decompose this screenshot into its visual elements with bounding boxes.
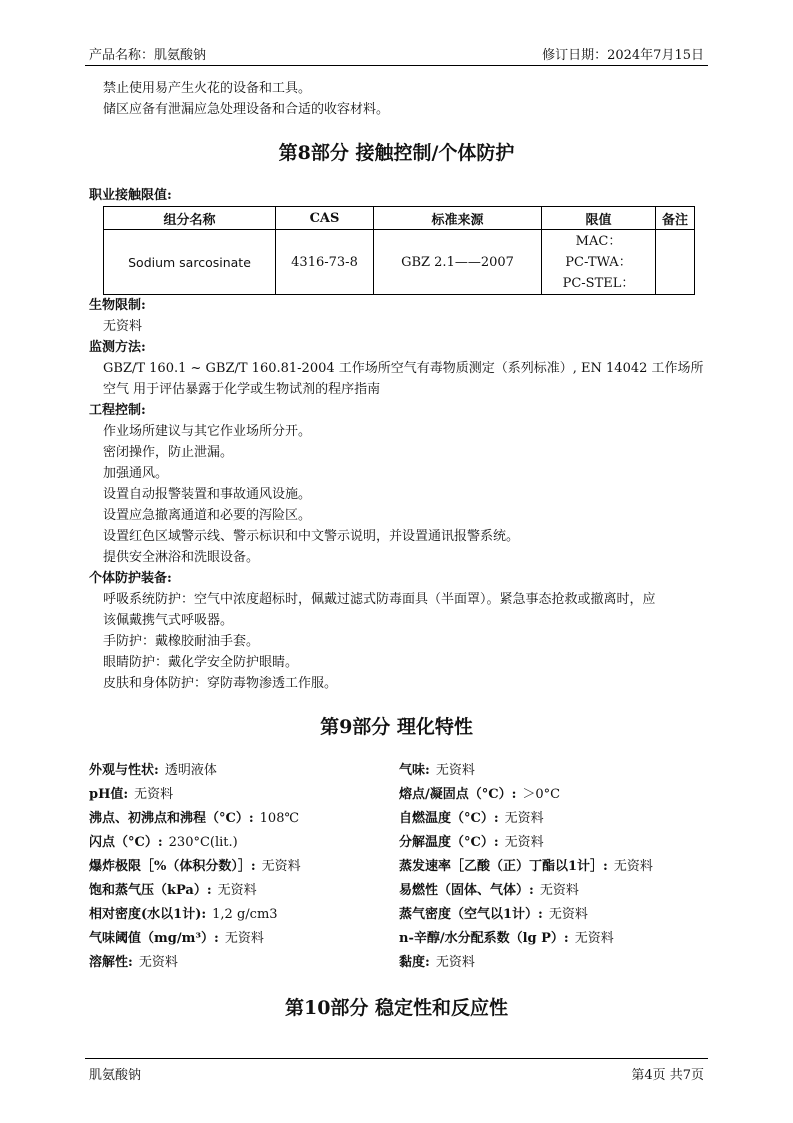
property-value: 230°C(lit.)	[168, 835, 238, 850]
footer-page-number: 第4页 共7页	[631, 1068, 704, 1083]
property-value: 无资料	[261, 859, 301, 874]
property-value: 1,2 g/cm3	[212, 907, 278, 922]
ppe-label: 个体防护装备:	[89, 571, 172, 586]
ppe-line: 手防护：戴橡胶耐油手套。	[103, 634, 260, 649]
footer-divider	[85, 1058, 708, 1059]
property-label: 自燃温度（°C）:	[399, 811, 499, 826]
document-body	[89, 78, 704, 1020]
property-label: 相对密度(水以1计):	[89, 907, 207, 922]
property-value: 无资料	[138, 955, 178, 970]
ppe-line: 呼吸系统防护：空气中浓度超标时，佩戴过滤式防毒面具（半面罩）。紧急事态抢救或撤离时，应	[103, 592, 656, 607]
property-item	[89, 927, 399, 951]
monitoring-line: GBZ/T 160.1 ~ GBZ/T 160.81-2004 工作场所空气有毒物质测定（系列标准）, EN 14042 工作场所	[103, 361, 704, 376]
property-label: 分解温度（°C）:	[399, 835, 499, 850]
table-row	[104, 230, 695, 295]
bio-limits-text: 无资料	[103, 319, 143, 334]
header-revision-date: 修订日期：2024年7月15日	[542, 48, 704, 63]
property-item	[89, 855, 399, 879]
exposure-limits-table	[103, 206, 695, 295]
cell-source: GBZ 2.1——2007	[374, 230, 542, 295]
property-item	[399, 831, 704, 855]
property-value: ＞0°C	[522, 787, 561, 802]
engineering-line: 作业场所建议与其它作业场所分开。	[103, 424, 312, 439]
property-value: 无资料	[435, 763, 475, 778]
property-item	[399, 927, 704, 951]
property-label: 溶解性:	[89, 955, 133, 970]
ppe-line: 眼睛防护：戴化学安全防护眼睛。	[103, 655, 299, 670]
monitoring-line: 空气 用于评估暴露于化学或生物试剂的程序指南	[103, 382, 381, 397]
section-9-title: 第9部分 理化特性	[320, 716, 473, 738]
property-item	[89, 783, 399, 807]
properties-grid	[89, 759, 704, 975]
property-item	[89, 903, 399, 927]
limit-pc-stel: PC-STEL：	[562, 275, 635, 291]
limit-mac: MAC：	[575, 233, 622, 249]
engineering-line: 加强通风。	[103, 466, 169, 481]
cell-limits	[542, 230, 656, 295]
property-label: 外观与性状:	[89, 763, 159, 778]
property-label: 沸点、初沸点和沸程（°C）:	[89, 811, 254, 826]
property-value: 108℃	[259, 811, 300, 826]
exposure-limits-label: 职业接触限值:	[89, 188, 172, 203]
property-item	[89, 951, 399, 975]
property-item	[89, 831, 399, 855]
cell-component-name: Sodium sarcosinate	[104, 230, 276, 295]
header-product-name: 产品名称：肌氨酸钠	[89, 48, 207, 63]
property-value: 无资料	[539, 883, 579, 898]
property-value: 无资料	[613, 859, 653, 874]
section-8-title: 第8部分 接触控制/个体防护	[278, 142, 515, 164]
property-item	[89, 879, 399, 903]
property-label: 爆炸极限［%（体积分数）］:	[89, 859, 256, 874]
property-value: 无资料	[435, 955, 475, 970]
property-label: 气味阈值（mg/m³）:	[89, 931, 219, 946]
engineering-line: 密闭操作，防止泄漏。	[103, 445, 234, 460]
property-item	[399, 759, 704, 783]
table-header-row	[104, 207, 695, 230]
col-header-remark: 备注	[656, 207, 695, 230]
property-item	[399, 807, 704, 831]
engineering-line: 设置红色区域警示线、警示标识和中文警示说明，并设置通讯报警系统。	[103, 529, 520, 544]
ppe-line: 皮肤和身体防护：穿防毒物渗透工作服。	[103, 676, 338, 691]
page-header	[89, 44, 704, 64]
col-header-component: 组分名称	[104, 207, 276, 230]
property-label: 熔点/凝固点（°C）:	[399, 787, 517, 802]
engineering-line: 设置应急撤离通道和必要的泻险区。	[103, 508, 312, 523]
monitoring-label: 监测方法:	[89, 340, 146, 355]
col-header-cas: CAS	[276, 207, 374, 230]
engineering-line: 设置自动报警装置和事故通风设施。	[103, 487, 312, 502]
property-item	[399, 855, 704, 879]
property-label: 气味:	[399, 763, 430, 778]
property-item	[89, 807, 399, 831]
limit-pc-twa: PC-TWA：	[565, 254, 632, 270]
col-header-limit: 限值	[542, 207, 656, 230]
property-value: 无资料	[548, 907, 588, 922]
cell-cas: 4316-73-8	[276, 230, 374, 295]
property-item	[399, 783, 704, 807]
footer-product-name: 肌氨酸钠	[89, 1068, 142, 1083]
engineering-line: 提供安全淋浴和洗眼设备。	[103, 550, 260, 565]
header-divider	[85, 65, 708, 66]
property-label: n-辛醇/水分配系数（lg P）:	[399, 931, 569, 946]
property-label: 蒸发速率［乙酸（正）丁酯以1计］:	[399, 859, 608, 874]
property-value: 无资料	[217, 883, 257, 898]
property-label: pH值:	[89, 787, 129, 802]
property-item	[399, 951, 704, 975]
engineering-label: 工程控制:	[89, 403, 146, 418]
property-value: 无资料	[504, 811, 544, 826]
property-label: 闪点（°C）:	[89, 835, 163, 850]
property-value: 无资料	[574, 931, 614, 946]
property-label: 易燃性（固体、气体）:	[399, 883, 534, 898]
intro-line: 禁止使用易产生火花的设备和工具。	[103, 81, 312, 96]
property-label: 饱和蒸气压（kPa）:	[89, 883, 212, 898]
property-label: 蒸气密度（空气以1计）:	[399, 907, 543, 922]
property-item	[399, 879, 704, 903]
property-value: 无资料	[224, 931, 264, 946]
cell-remark	[656, 230, 695, 295]
bio-limits-label: 生物限制:	[89, 298, 146, 313]
col-header-source: 标准来源	[374, 207, 542, 230]
property-item	[89, 759, 399, 783]
property-value: 无资料	[134, 787, 174, 802]
intro-line: 储区应备有泄漏应急处理设备和合适的收容材料。	[103, 102, 390, 117]
section-10-title: 第10部分 稳定性和反应性	[284, 997, 509, 1019]
property-value: 无资料	[504, 835, 544, 850]
property-label: 黏度:	[399, 955, 430, 970]
ppe-line: 该佩戴携气式呼吸器。	[103, 613, 234, 628]
property-value: 透明液体	[164, 763, 217, 778]
property-item	[399, 903, 704, 927]
